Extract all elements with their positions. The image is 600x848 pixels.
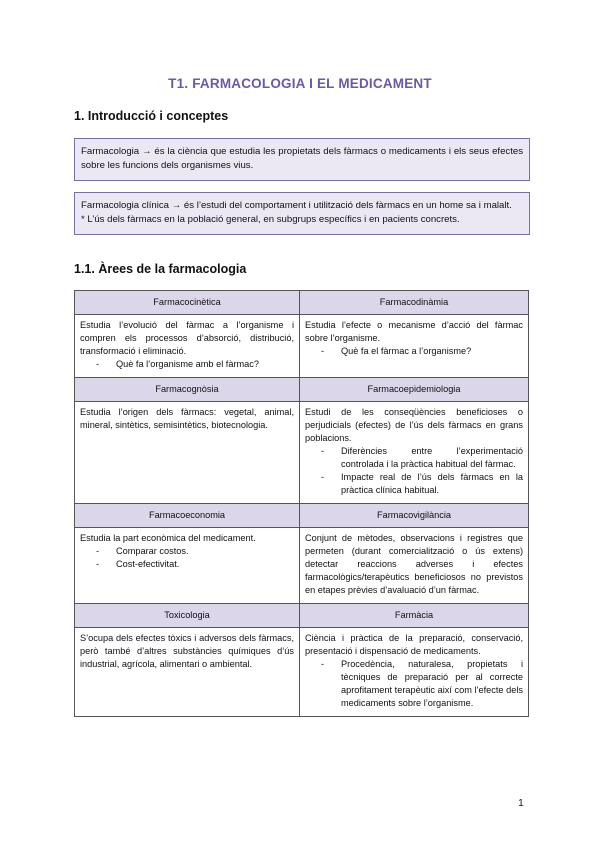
list-item: - Comparar costos.	[80, 545, 294, 558]
areas-table	[74, 290, 529, 717]
table-header-row	[75, 291, 529, 315]
definition-text: Farmacologia → és la ciència que estudia les propietats dels fàrmacs o medicaments i els seus efectes sobre les funcions dels organismes vius.	[81, 146, 523, 171]
area-name: Farmacoepidemiologia	[300, 378, 529, 402]
page-title: T1. FARMACOLOGIA I EL MEDICAMENT	[168, 76, 432, 91]
area-description	[75, 402, 300, 504]
area-name: Farmacoeconomia	[75, 504, 300, 528]
area-text: Estudia l’evolució del fàrmac a l’organisme i compren els processos d’absorció, distribució, transformació i eliminació.	[80, 320, 294, 356]
table-header-row	[75, 378, 529, 402]
table-row	[75, 402, 529, 504]
area-description	[75, 628, 300, 717]
area-name: Farmacocinètica	[75, 291, 300, 315]
section-heading-intro: 1. Introducció i conceptes	[74, 109, 229, 123]
area-description	[75, 528, 300, 604]
area-text: Conjunt de mètodes, observacions i registres que permeten (durant comercialització o ús extens) detectar reaccions adverses i efectes farmacològics/terapèutics beneficiosos no previstos en etapes prèvies d’avaluació d’un fàrmac.	[305, 533, 523, 595]
area-text: Ciència i pràctica de la preparació, conservació, presentació i dispensació de medicaments.	[305, 633, 523, 656]
list-item: - Procedència, naturalesa, propietats i tècniques de preparació per al correcte aprofitament terapèutic així com l’efecte dels medicaments sobre l’organisme.	[305, 658, 523, 710]
area-description	[300, 402, 529, 504]
list-item: - Què fa l’organisme amb el fàrmac?	[80, 358, 294, 371]
list-item: - Impacte real de l’ús dels fàrmacs en la pràctica clínica habitual.	[305, 471, 523, 497]
area-bullets	[80, 545, 294, 571]
area-bullets	[80, 358, 294, 371]
definition-box-farmacologia-clinica	[74, 192, 530, 235]
area-text: Estudia l’origen dels fàrmacs: vegetal, animal, mineral, sintètics, semisintètics, biotecnologia.	[80, 407, 294, 430]
area-name: Farmacodinàmia	[300, 291, 529, 315]
section-heading-areas: 1.1. Àrees de la farmacologia	[74, 262, 247, 276]
area-description	[75, 315, 300, 378]
table-row	[75, 528, 529, 604]
area-name: Toxicologia	[75, 604, 300, 628]
table-header-row	[75, 604, 529, 628]
definition-note: * L’ús dels fàrmacs en la població general, en subgrups específics i en pacients concrets.	[81, 214, 460, 225]
area-name: Farmàcia	[300, 604, 529, 628]
area-text: Estudia la part econòmica del medicament.	[80, 533, 256, 543]
area-text: S’ocupa dels efectes tòxics i adversos dels fàrmacs, però també d’altres substàncies químiques d’ús industrial, agrícola, alimentari o ambiental.	[80, 633, 294, 669]
list-item: - Diferències entre l’experimentació controlada i la pràctica habitual del fàrmac.	[305, 445, 523, 471]
area-description	[300, 528, 529, 604]
definition-text: Farmacologia clínica → és l’estudi del comportament i utilització dels fàrmacs en un home sa i malalt.	[81, 200, 512, 211]
table-row	[75, 315, 529, 378]
area-name: Farmacognòsia	[75, 378, 300, 402]
area-description	[300, 628, 529, 717]
page-number: 1	[518, 797, 524, 809]
list-item: - Què fa el fàrmac a l’organisme?	[305, 345, 523, 358]
area-bullets	[305, 658, 523, 710]
table-row	[75, 628, 529, 717]
area-bullets	[305, 345, 523, 358]
definition-box-farmacologia	[74, 138, 530, 181]
area-bullets	[305, 445, 523, 497]
area-name: Farmacovigilància	[300, 504, 529, 528]
area-text: Estudia l’efecte o mecanisme d’acció del fàrmac sobre l’organisme.	[305, 320, 523, 343]
area-text: Estudi de les conseqüències beneficioses o perjudicials (efectes) de l’ús dels fàrmacs en grans poblacions.	[305, 407, 523, 443]
table-header-row	[75, 504, 529, 528]
list-item: - Cost-efectivitat.	[80, 558, 294, 571]
area-description	[300, 315, 529, 378]
